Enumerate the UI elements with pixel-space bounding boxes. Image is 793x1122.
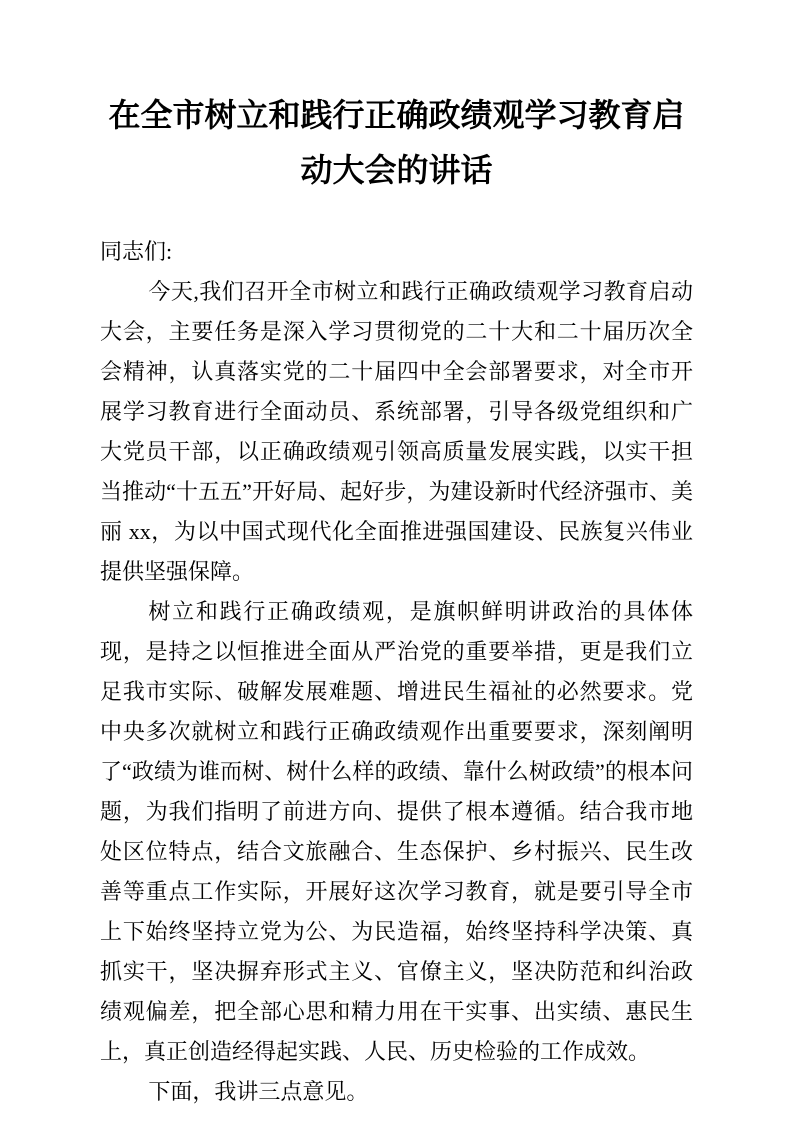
- salutation: 同志们:: [100, 239, 173, 264]
- paragraph-1: 今天,我们召开全市树立和践行正确政绩观学习教育启动大会，主要任务是深入学习贯彻党的二十大和二十届历次全会精神，认真落实党的二十届四中全会部署要求，对全市开展学习教育进行全面动员、系统部署，引导各级党组织和广大党员干部，以正确政绩观引领高质量发展实践，以实干担当推动“十五五”开好局、起好步，为建设新时代经济强市、美丽 xx，为以中国式现代化全面推进强国建设、民族复兴伟业提供坚强保障。: [100, 279, 693, 584]
- document-body: [100, 232, 693, 1112]
- paragraph-2: 树立和践行正确政绩观，是旗帜鲜明讲政治的具体体现，是持之以恒推进全面从严治党的重要举措，更是我们立足我市实际、破解发展难题、增进民生福祉的必然要求。党中央多次就树立和践行正确政绩观作出重要要求，深刻阐明了“政绩为谁而树、树什么样的政绩、靠什么树政绩”的根本问题，为我们指明了前进方向、提供了根本遵循。结合我市地处区位特点，结合文旅融合、生态保护、乡村振兴、民生改善等重点工作实际，开展好这次学习教育，就是要引导全市上下始终坚持立党为公、为民造福，始终坚持科学决策、真抓实干，坚决摒弃形式主义、官僚主义，坚决防范和纠治政绩观偏差，把全部心思和精力用在干实事、出实绩、惠民生上，真正创造经得起实践、人民、历史检验的工作成效。: [100, 599, 694, 1064]
- paragraph-3: 下面，我讲三点意见。: [148, 1079, 369, 1104]
- document-title: 在全市树立和践行正确政绩观学习教育启动大会的讲话: [108, 97, 685, 188]
